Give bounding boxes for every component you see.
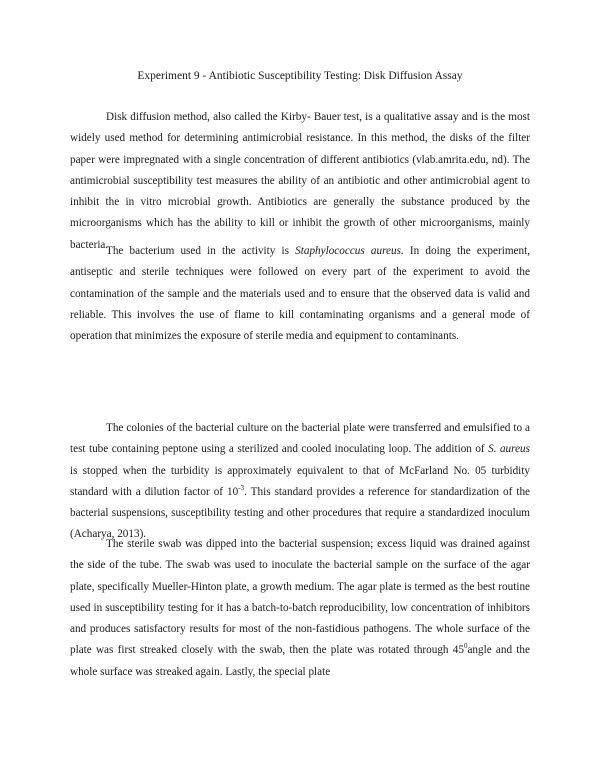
dilution-exponent: -3	[238, 483, 245, 492]
degree-superscript: 0	[463, 642, 468, 651]
organism-name: Staphylococcus aureus.	[295, 245, 404, 257]
paragraph-text: The colonies of the bacterial culture on the bacterial plate were transferred and emulsified to a test tube containing peptone using a sterilized and cooled inoculating loop. The addition of	[70, 422, 530, 456]
paragraph-text: is stopped when the turbidity is approximately equivalent to that of McFarland No. 05 turbidity standard with a dilution factor of 10	[70, 464, 530, 498]
paragraph-swab	[70, 534, 530, 683]
paragraph-text: angle and the whole surface was streaked again. Lastly, the special plate	[70, 644, 530, 678]
paragraph-text: Disk diffusion method, also called the Kirby- Bauer test, is a qualitative assay and is the most widely used method for determining antimicrobial resistance. In this method, the disks of the filter paper were impregnated with a single concentration of different antibiotics (vlab.amrita.edu, nd). The antimicrobial susceptibility test measures the ability of an antibiotic and other antimicrobial agent to inhibit the in vitro microbial growth. Antibiotics are generally the substance produced by the microorganisms which has the ability to kill or inhibit the growth of other microorganisms, mainly bacteria.	[70, 111, 530, 251]
paragraph-text: . This standard provides a reference for standardization of the bacterial suspensions, susceptibility testing and other procedures that require a standardized inoculum (Acharya, 2013).	[70, 485, 530, 541]
paragraph-bacterium	[70, 241, 530, 347]
paragraph-text: In doing the experiment, antiseptic and sterile techniques were followed on every part of the experiment to avoid the contamination of the sample and the materials used and to ensure that the observed data is valid and reliable. This involves the use of flame to kill contaminating organisms and a general mode of operation that minimizes the exposure of sterile media and equipment to contaminants.	[70, 245, 530, 343]
paragraph-colonies	[70, 418, 530, 546]
organism-name: S. aureus	[488, 443, 530, 456]
paragraph-text: The sterile swab was dipped into the bacterial suspension; excess liquid was drained against the side of the tube. The swab was used to inoculate the bacterial sample on the surface of the agar plate, specifically Mueller-Hinton plate, a growth medium. The agar plate is termed as the best routine used in susceptibility testing for it has a batch-to-batch reproducibility, low concentration of inhibitors and produces satisfactory results for most of the non-fastidious pathogens. The whole surface of the plate was first streaked closely with the swab, then the plate was rotated through 45	[70, 538, 530, 657]
page-title: Experiment 9 - Antibiotic Susceptibility Testing: Disk Diffusion Assay	[137, 70, 463, 82]
paragraph-disk-diffusion	[70, 107, 530, 256]
paragraph-text: The bacterium used in the activity is	[106, 245, 296, 257]
